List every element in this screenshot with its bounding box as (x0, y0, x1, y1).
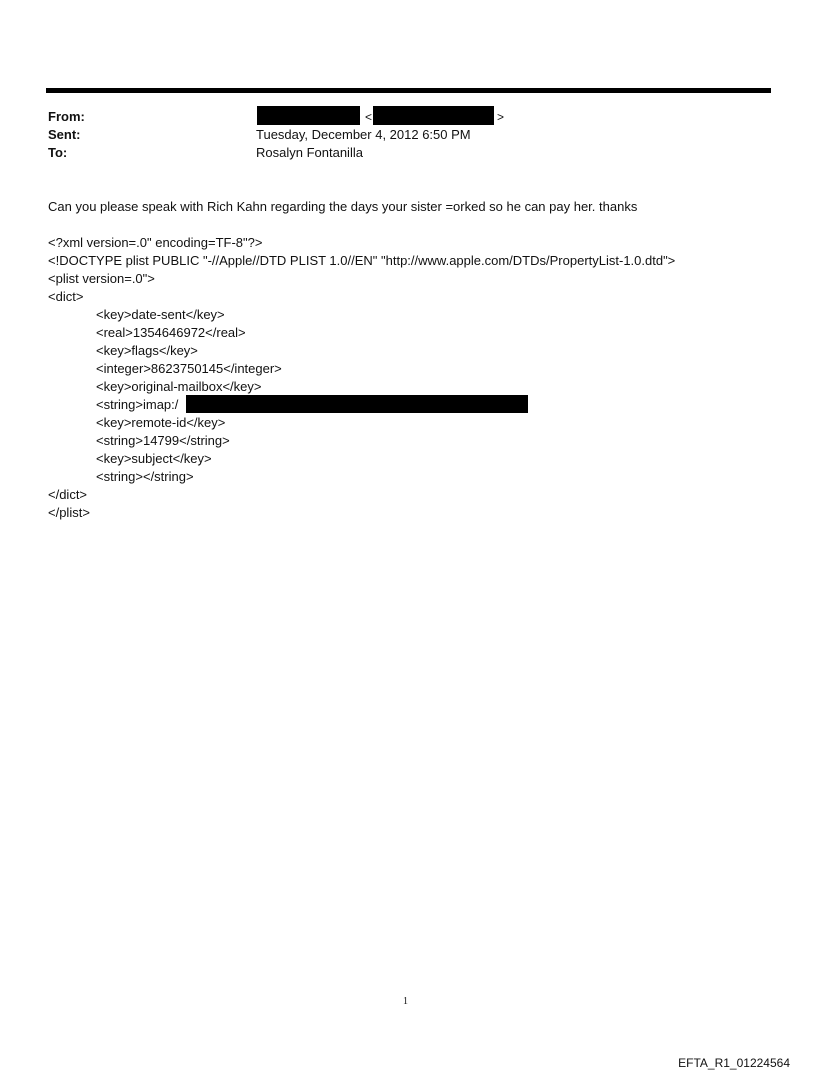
sent-label: Sent: (48, 127, 81, 142)
plist-line: <key>original-mailbox</key> (96, 379, 262, 394)
to-label: To: (48, 145, 68, 160)
plist-open-tag: <plist version=.0"> (48, 271, 155, 286)
plist-line: <real>1354646972</real> (96, 325, 246, 340)
dict-open-tag: <dict> (48, 289, 84, 304)
plist-line: <key>date-sent</key> (96, 307, 225, 322)
message-body: Can you please speak with Rich Kahn regarding the days your sister =orked so he can pay her. thanks (48, 199, 638, 214)
plist-line: <string>14799</string> (96, 433, 230, 448)
plist-line-mailbox: <string>imap:/ (96, 397, 179, 412)
redacted-mailbox-path (186, 395, 528, 413)
from-close-bracket: > (497, 110, 505, 124)
redacted-sender-name (257, 106, 360, 125)
plist-close-tag: </plist> (48, 505, 90, 520)
plist-line: <integer>8623750145</integer> (96, 361, 282, 376)
page-number: 1 (403, 996, 408, 1007)
bates-number: EFTA_R1_01224564 (678, 1056, 790, 1070)
plist-line: <key>remote-id</key> (96, 415, 226, 430)
sent-value: Tuesday, December 4, 2012 6:50 PM (256, 127, 471, 142)
plist-line: <key>flags</key> (96, 343, 198, 358)
to-value: Rosalyn Fontanilla (256, 145, 363, 160)
plist-line: <key>subject</key> (96, 451, 212, 466)
from-open-bracket: < (365, 110, 373, 124)
dict-close-tag: </dict> (48, 487, 88, 502)
plist-doctype: <!DOCTYPE plist PUBLIC "-//Apple//DTD PLIST 1.0//EN" "http://www.apple.com/DTDs/PropertyList-1.0.dtd"> (48, 253, 676, 268)
plist-line: <string></string> (96, 469, 194, 484)
redacted-sender-email (373, 106, 494, 125)
header-rule (46, 88, 771, 93)
from-label: From: (48, 109, 85, 124)
plist-xml-declaration: <?xml version=.0" encoding=TF-8"?> (48, 235, 263, 250)
